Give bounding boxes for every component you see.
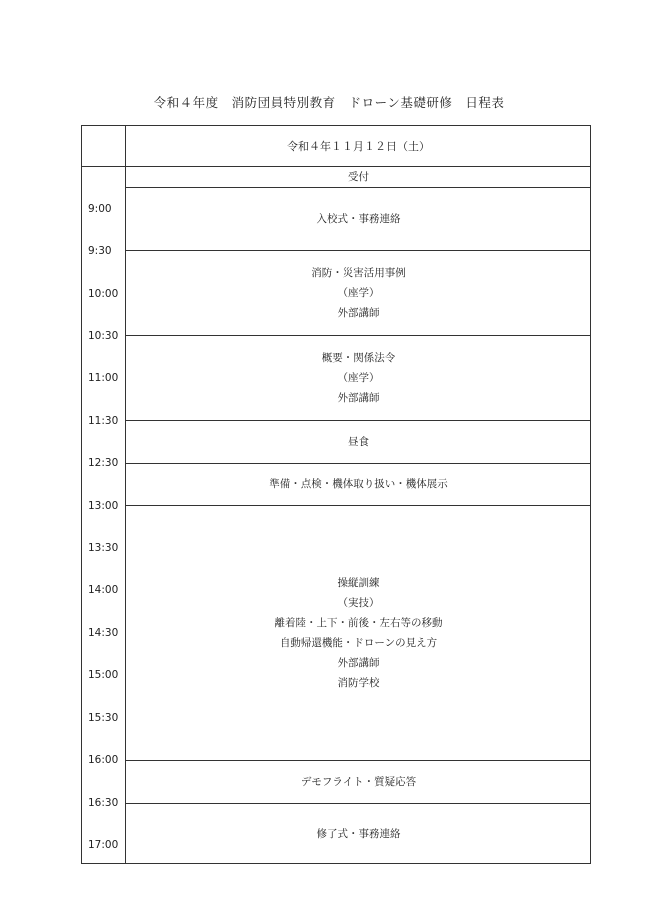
time-label: 13:00 <box>88 500 119 512</box>
session-reception <box>126 166 591 187</box>
session-line: （座学） <box>337 286 380 299</box>
time-label: 9:00 <box>88 203 112 215</box>
time-label: 10:00 <box>88 288 119 300</box>
session-lunch <box>126 420 591 463</box>
session-line: （座学） <box>337 371 380 384</box>
session-line: 消防・災害活用事例 <box>311 266 406 279</box>
session-line: 外部講師 <box>337 656 380 669</box>
time-label: 17:00 <box>88 839 119 851</box>
session-line: 受付 <box>348 170 369 183</box>
session-flight-training <box>126 505 591 760</box>
session-line: 概要・関係法令 <box>321 351 396 364</box>
document-title: 令和４年度 消防団員特別教育 ドローン基礎研修 日程表 <box>153 95 505 110</box>
time-label: 9:30 <box>88 245 112 257</box>
time-label: 14:30 <box>88 627 119 639</box>
session-line: 昼食 <box>348 435 369 448</box>
session-demo-flight <box>126 760 591 803</box>
session-line: 自動帰還機能・ドローンの見え方 <box>279 636 438 649</box>
session-line: 離着陸・上下・前後・左右等の移動 <box>274 616 443 629</box>
time-label: 12:30 <box>88 457 119 469</box>
time-label: 11:30 <box>88 415 119 427</box>
time-label: 14:00 <box>88 584 119 596</box>
session-line: 操縦訓練 <box>337 576 380 589</box>
time-label: 11:00 <box>88 372 119 384</box>
schedule-date: 令和４年１１月１２日（土） <box>287 139 430 153</box>
session-opening <box>126 187 591 250</box>
session-case-studies <box>126 250 591 335</box>
time-label: 16:30 <box>88 797 119 809</box>
session-line: 外部講師 <box>337 391 380 404</box>
session-preparation <box>126 463 591 505</box>
time-label: 15:30 <box>88 712 119 724</box>
session-line: デモフライト・質疑応答 <box>300 775 417 788</box>
session-overview-laws <box>126 335 591 420</box>
time-label: 13:30 <box>88 542 119 554</box>
session-line: （実技） <box>337 596 380 609</box>
session-line: 入校式・事務連絡 <box>316 212 401 225</box>
session-line: 外部講師 <box>337 306 380 319</box>
session-closing <box>126 803 591 864</box>
session-line: 準備・点検・機体取り扱い・機体展示 <box>269 478 448 490</box>
time-label: 15:00 <box>88 669 119 681</box>
session-line: 消防学校 <box>337 676 380 689</box>
time-label: 10:30 <box>88 330 119 342</box>
session-line: 修了式・事務連絡 <box>316 827 401 840</box>
time-label: 16:00 <box>88 754 119 766</box>
